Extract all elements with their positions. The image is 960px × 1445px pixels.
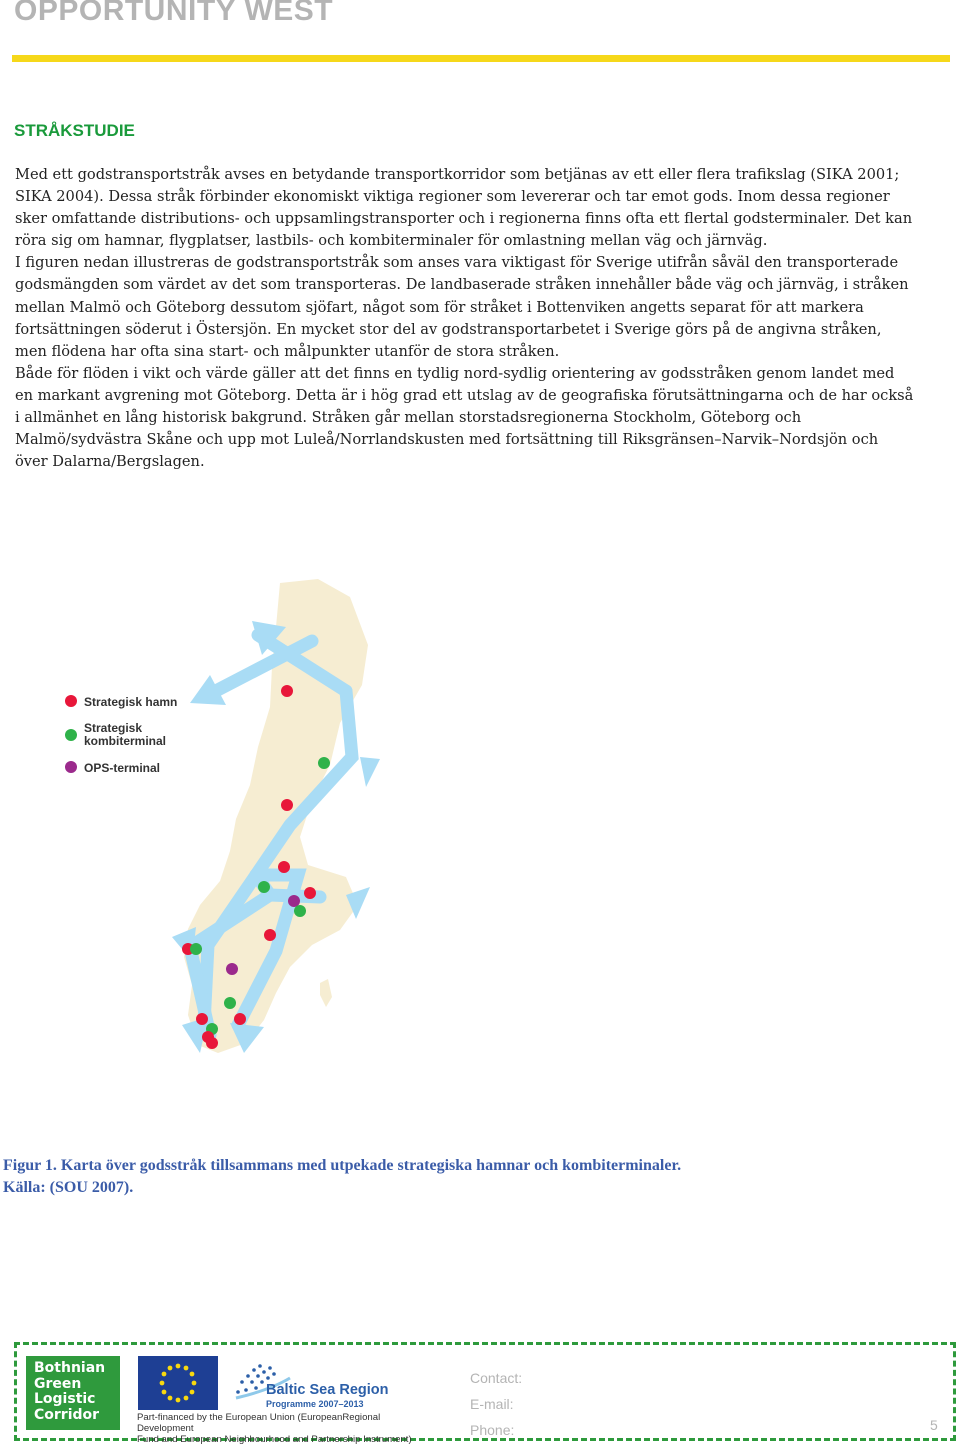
email-label: E-mail: (470, 1396, 514, 1412)
kombiterminal-marker (294, 905, 306, 917)
logo-text-line: Bothnian (34, 1360, 106, 1376)
caption-line-1: Figur 1. Karta över godsstråk tillsammans med utpekade strategiska hamnar och kombiterminaler. (3, 1157, 682, 1174)
kombiterminal-marker (190, 943, 202, 955)
paragraph-2: I figuren nedan illustreras de godstransportstråk som anses vara viktigast för Sverige utifrån såväl den transporterade godsmängden som värdet av det som transporteras. De landbaserade stråken innehåller både väg och järnväg, i stråken mellan Malmö och Göteborg dessutom sjöfart, något som för stråket i Bottenviken angetts separat för att markera fortsättningen söderut i Östersjön. En mycket stor del av godstransportarbetet i Sverige görs på de angivna stråken, men flödena har ofta sina start- och målpunkter utanför de stora stråken. (15, 254, 909, 360)
corridor-map (50, 575, 410, 1095)
bsr-title: Baltic Sea Region (266, 1382, 389, 1398)
legend-kombiterminal-label-line2: kombiterminal (84, 734, 167, 748)
arrowhead-bothnian (360, 757, 380, 787)
logo-text-line: Green (34, 1375, 82, 1392)
logo-text-line: Logistic (34, 1391, 96, 1407)
body-text (15, 164, 915, 473)
legend-port-label: Strategisk hamn (84, 695, 178, 709)
paragraph-1: Med ett godstransportstråk avses en betydande transportkorridor som betjänas av ett eller flera trafikslag (SIKA 2001; SIKA 2004). Dessa stråk förbinder ekonomiskt viktiga regioner som levererar och tar emot gods. Inom dessa regioner sker omfattande distributions- och uppsamlingstransporter och i regionerna finns ofta ett flertal godsterminaler. Det kan röra sig om hamnar, flygplatser, lastbils- och kombiterminaler för omlastning mellan väg och järnväg. (15, 166, 913, 250)
port-marker (304, 887, 316, 899)
eu-flag-logo (138, 1356, 218, 1410)
figure-caption (3, 1155, 903, 1199)
phone-label: Phone: (470, 1422, 515, 1438)
logo-text-line: Corridor (34, 1406, 100, 1423)
corridor-map-figure (50, 575, 410, 1095)
port-marker (281, 685, 293, 697)
ops-terminal-marker (288, 895, 300, 907)
port-marker (281, 799, 293, 811)
port-marker (234, 1013, 246, 1025)
baltic-sea-region-logo (230, 1352, 430, 1412)
legend-kombiterminal-label-line1: Strategisk (84, 721, 143, 735)
section-title: STRÅKSTUDIE (14, 121, 135, 140)
page-number: 5 (930, 1417, 938, 1433)
bsr-programme: Programme 2007–2013 (266, 1399, 364, 1409)
port-marker (278, 861, 290, 873)
port-marker (206, 1037, 218, 1049)
funding-statement (137, 1412, 437, 1445)
contact-label: Contact: (470, 1370, 523, 1386)
legend-port-swatch (65, 695, 77, 707)
arrowhead-west (172, 927, 196, 961)
port-marker (196, 1013, 208, 1025)
paragraph-3: Både för flöden i vikt och värde gäller att det finns en tydlig nord-sydlig orientering av godsstråken genom landet med en markant avgrening mot Göteborg. Detta är i hög grad ett utslag av de geografiska förutsättningarna och de har också i allmänhet en lång historisk bakgrund. Stråken går mellan storstadsregionerna Stockholm, Göteborg och Malmö/sydvästra Skåne och upp mot Luleå/Norrlandskusten med fortsättning till Riksgränsen–Narvik–Nordsjön och över Dalarna/Bergslagen. (15, 364, 914, 471)
kombiterminal-marker (318, 757, 330, 769)
legend-ops-swatch (65, 761, 77, 773)
bothnian-green-logistic-corridor-logo (26, 1356, 120, 1430)
eu-stars-icon (138, 1356, 218, 1410)
funding-line-1: Part-financed by the European Union (EuropeanRegional Development (137, 1412, 381, 1434)
kombiterminal-marker (224, 997, 236, 1009)
port-marker (264, 929, 276, 941)
contact-block (470, 1365, 522, 1443)
gotland-island (320, 979, 332, 1007)
legend-kombiterminal-swatch (65, 729, 77, 741)
map-legend (65, 695, 177, 775)
document-header-title: OPPORTUNITY WEST (14, 0, 334, 27)
legend-ops-label: OPS-terminal (84, 761, 161, 775)
funding-line-2: Fund and European Neighbourhood and Partnership Instrument) (137, 1434, 412, 1445)
header-rule (12, 55, 950, 62)
kombiterminal-marker (258, 881, 270, 893)
caption-line-2: Källa: (SOU 2007). (3, 1179, 134, 1196)
ops-terminal-marker (226, 963, 238, 975)
baltic-sea-region-mark (230, 1352, 430, 1412)
